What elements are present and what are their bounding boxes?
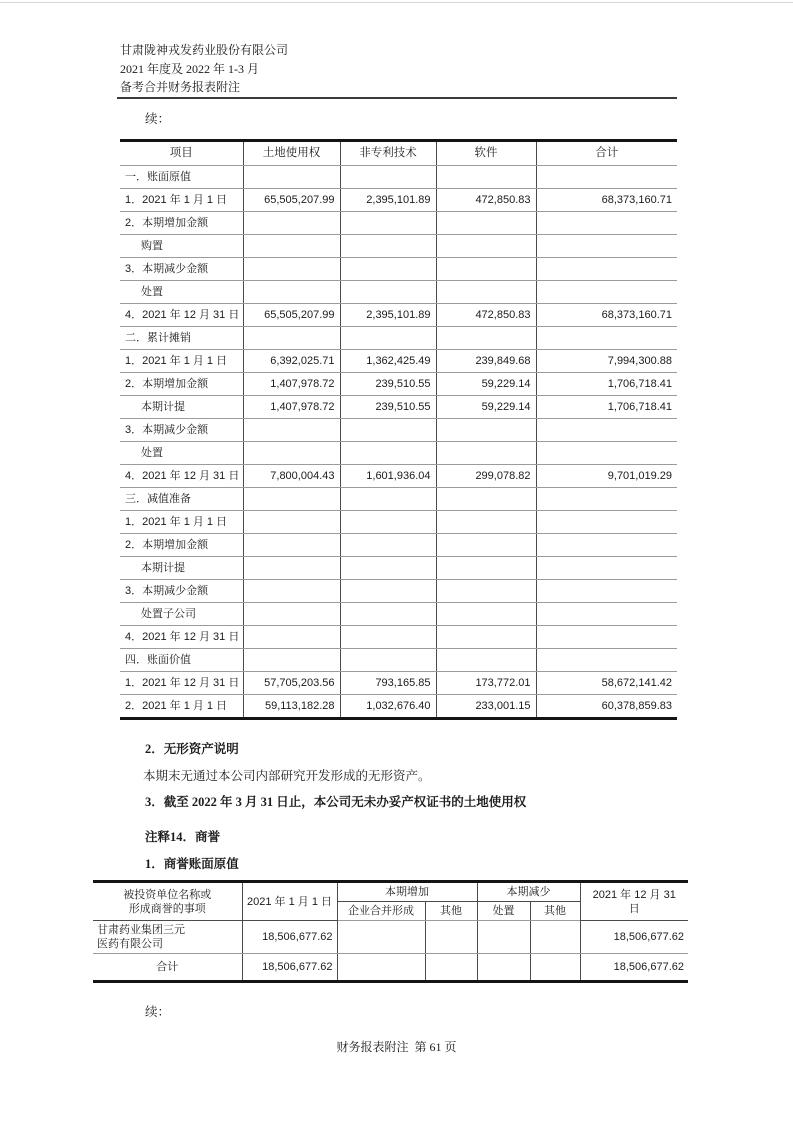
row-label: 4．2021 年 12 月 31 日 — [120, 465, 243, 488]
cell-value: 173,772.01 — [436, 672, 536, 695]
cell-value: 472,850.83 — [436, 189, 536, 212]
row-label: 购置 — [120, 235, 243, 258]
document-header — [120, 41, 288, 97]
cell-value — [340, 235, 436, 258]
cell-value — [436, 603, 536, 626]
goodwill-cell-other_inc — [425, 921, 477, 954]
cell-value — [340, 511, 436, 534]
row-label: 4．2021 年 12 月 31 日 — [120, 626, 243, 649]
cell-value — [243, 603, 340, 626]
cell-value — [340, 488, 436, 511]
row-label: 3．本期减少金额 — [120, 580, 243, 603]
goodwill-col-merger: 企业合并形成 — [337, 902, 425, 921]
cell-value — [340, 534, 436, 557]
table-row — [120, 465, 677, 488]
goodwill-col-end-label: 2021 年 12 月 31 日 — [592, 888, 676, 915]
company-name: 甘肃陇神戎发药业股份有限公司 — [120, 43, 289, 57]
goodwill-table-body — [93, 921, 688, 982]
cell-value: 1,032,676.40 — [340, 695, 436, 719]
cell-value: 793,165.85 — [340, 672, 436, 695]
goodwill-group-decrease: 本期减少 — [477, 882, 580, 902]
cell-value — [243, 419, 340, 442]
cell-value — [340, 258, 436, 281]
cell-value: 65,505,207.99 — [243, 189, 340, 212]
intangible-column-header: 非专利技术 — [340, 141, 436, 166]
cell-value — [436, 235, 536, 258]
cell-value — [243, 488, 340, 511]
goodwill-cell-merger — [337, 921, 425, 954]
table-row — [120, 350, 677, 373]
cell-value — [536, 557, 677, 580]
cell-value — [536, 212, 677, 235]
goodwill-cell-end: 18,506,677.62 — [580, 921, 688, 954]
cell-value — [243, 534, 340, 557]
goodwill-col-end — [580, 882, 688, 921]
continued-label-top: 续： — [145, 112, 171, 126]
goodwill-original-value-heading: 1．商誉账面原值 — [145, 857, 239, 871]
cell-value — [536, 442, 677, 465]
row-label: 2．本期增加金额 — [120, 534, 243, 557]
cell-value — [340, 281, 436, 304]
cell-value — [243, 212, 340, 235]
cell-value: 1,362,425.49 — [340, 350, 436, 373]
cell-value: 68,373,160.71 — [536, 304, 677, 327]
row-label: 4．2021 年 12 月 31 日 — [120, 304, 243, 327]
goodwill-col-increase-other: 其他 — [425, 902, 477, 921]
cell-value: 59,229.14 — [436, 373, 536, 396]
cell-value — [436, 649, 536, 672]
cell-value — [340, 419, 436, 442]
table-row — [120, 373, 677, 396]
row-label: 1．2021 年 1 月 1 日 — [120, 350, 243, 373]
goodwill-cell-entity: 合计 — [93, 954, 242, 982]
table-row — [120, 511, 677, 534]
page-footer: 财务报表附注 第 61 页 — [336, 1040, 457, 1054]
cell-value — [243, 626, 340, 649]
goodwill-entity-name: 甘肃药业集团三元医药有限公司 — [97, 924, 185, 950]
cell-value — [243, 511, 340, 534]
intangible-column-header: 项目 — [120, 141, 243, 166]
cell-value — [340, 557, 436, 580]
doc-title: 备考合并财务报表附注 — [120, 80, 241, 94]
cell-value — [436, 442, 536, 465]
table-row — [120, 649, 677, 672]
cell-value: 239,849.68 — [436, 350, 536, 373]
cell-value — [436, 534, 536, 557]
row-label: 一．账面原值 — [120, 166, 243, 189]
cell-value: 58,672,141.42 — [536, 672, 677, 695]
note-intangible-desc-text: 本期末无通过本公司内部研究开发形成的无形资产。 — [143, 769, 431, 783]
cell-value: 65,505,207.99 — [243, 304, 340, 327]
goodwill-cell-other_dec — [530, 921, 580, 954]
table-row — [120, 580, 677, 603]
cell-value — [436, 580, 536, 603]
continued-label-bottom: 续： — [145, 1005, 171, 1019]
cell-value — [340, 327, 436, 350]
note-land-cert-heading: 3．截至 2022 年 3 月 31 日止，本公司无未办妥产权证书的土地使用权 — [145, 795, 527, 809]
goodwill-cell-other_inc — [425, 954, 477, 982]
cell-value: 1,407,978.72 — [243, 396, 340, 419]
table-row — [120, 166, 677, 189]
goodwill-row — [93, 921, 688, 954]
cell-value — [243, 557, 340, 580]
row-label: 2．本期增加金额 — [120, 373, 243, 396]
cell-value — [340, 166, 436, 189]
table-row — [120, 626, 677, 649]
cell-value — [436, 626, 536, 649]
row-label: 处置子公司 — [120, 603, 243, 626]
report-period: 2021 年度及 2022 年 1-3 月 — [120, 61, 259, 76]
note-intangible-desc-heading: 2．无形资产说明 — [145, 742, 239, 756]
row-label: 四．账面价值 — [120, 649, 243, 672]
intangible-table-body — [120, 166, 677, 719]
goodwill-col-begin: 2021 年 1 月 1 日 — [242, 882, 337, 921]
goodwill-col-entity-label: 被投资单位名称或形成商誉的事项 — [123, 888, 212, 915]
cell-value — [536, 534, 677, 557]
row-label: 2．本期增加金额 — [120, 212, 243, 235]
cell-value: 7,800,004.43 — [243, 465, 340, 488]
cell-value — [436, 557, 536, 580]
cell-value — [243, 327, 340, 350]
cell-value: 60,378,859.83 — [536, 695, 677, 719]
goodwill-cell-begin: 18,506,677.62 — [242, 921, 337, 954]
goodwill-cell-disposal — [477, 921, 530, 954]
cell-value — [243, 442, 340, 465]
cell-value — [436, 212, 536, 235]
goodwill-col-disposal: 处置 — [477, 902, 530, 921]
cell-value: 239,510.55 — [340, 396, 436, 419]
cell-value — [340, 212, 436, 235]
row-label: 1．2021 年 1 月 1 日 — [120, 511, 243, 534]
table-row — [120, 189, 677, 212]
cell-value — [536, 419, 677, 442]
page-top-edge — [0, 2, 793, 3]
intangible-column-header: 软件 — [436, 141, 536, 166]
table-row — [120, 603, 677, 626]
table-row — [120, 235, 677, 258]
cell-value — [340, 442, 436, 465]
cell-value — [243, 281, 340, 304]
cell-value — [436, 327, 536, 350]
note14-goodwill-heading: 注释14．商誉 — [145, 830, 221, 844]
cell-value — [536, 166, 677, 189]
cell-value — [243, 580, 340, 603]
cell-value — [340, 603, 436, 626]
cell-value: 1,407,978.72 — [243, 373, 340, 396]
table-row — [120, 442, 677, 465]
row-label: 处置 — [120, 281, 243, 304]
cell-value — [243, 649, 340, 672]
table-row — [120, 488, 677, 511]
row-label: 3．本期减少金额 — [120, 419, 243, 442]
row-label: 处置 — [120, 442, 243, 465]
table-row — [120, 557, 677, 580]
cell-value — [243, 258, 340, 281]
cell-value: 59,229.14 — [436, 396, 536, 419]
row-label: 三．减值准备 — [120, 488, 243, 511]
cell-value — [436, 511, 536, 534]
cell-value: 59,113,182.28 — [243, 695, 340, 719]
intangible-header-row — [120, 141, 677, 166]
goodwill-row — [93, 954, 688, 982]
table-row — [120, 672, 677, 695]
cell-value — [436, 419, 536, 442]
goodwill-table — [93, 880, 688, 983]
cell-value — [436, 166, 536, 189]
cell-value — [436, 281, 536, 304]
cell-value — [536, 281, 677, 304]
header-rule — [117, 97, 677, 99]
intangible-column-header: 土地使用权 — [243, 141, 340, 166]
intangible-assets-table — [120, 139, 677, 720]
goodwill-cell-disposal — [477, 954, 530, 982]
goodwill-cell-end: 18,506,677.62 — [580, 954, 688, 982]
cell-value: 1,706,718.41 — [536, 396, 677, 419]
table-row — [120, 327, 677, 350]
goodwill-header-row-1 — [93, 882, 688, 902]
table-row — [120, 419, 677, 442]
row-label: 1．2021 年 12 月 31 日 — [120, 672, 243, 695]
table-row — [120, 304, 677, 327]
cell-value — [536, 649, 677, 672]
cell-value: 233,001.15 — [436, 695, 536, 719]
cell-value — [436, 488, 536, 511]
cell-value: 1,601,936.04 — [340, 465, 436, 488]
cell-value: 68,373,160.71 — [536, 189, 677, 212]
goodwill-cell-entity — [93, 921, 242, 954]
cell-value — [536, 258, 677, 281]
cell-value — [243, 166, 340, 189]
cell-value — [536, 235, 677, 258]
row-label: 本期计提 — [120, 396, 243, 419]
cell-value: 1,706,718.41 — [536, 373, 677, 396]
row-label: 1．2021 年 1 月 1 日 — [120, 189, 243, 212]
cell-value — [436, 258, 536, 281]
cell-value — [536, 511, 677, 534]
goodwill-col-entity — [93, 882, 242, 921]
cell-value: 7,994,300.88 — [536, 350, 677, 373]
goodwill-cell-other_dec — [530, 954, 580, 982]
cell-value — [340, 649, 436, 672]
table-row — [120, 396, 677, 419]
cell-value: 6,392,025.71 — [243, 350, 340, 373]
table-row — [120, 281, 677, 304]
cell-value — [340, 580, 436, 603]
cell-value: 239,510.55 — [340, 373, 436, 396]
cell-value — [536, 327, 677, 350]
cell-value — [536, 603, 677, 626]
cell-value: 2,395,101.89 — [340, 189, 436, 212]
row-label: 2．2021 年 1 月 1 日 — [120, 695, 243, 719]
goodwill-group-increase: 本期增加 — [337, 882, 477, 902]
cell-value: 472,850.83 — [436, 304, 536, 327]
goodwill-cell-merger — [337, 954, 425, 982]
cell-value: 57,705,203.56 — [243, 672, 340, 695]
table-row — [120, 212, 677, 235]
cell-value — [243, 235, 340, 258]
cell-value: 9,701,019.29 — [536, 465, 677, 488]
table-row — [120, 695, 677, 719]
table-row — [120, 258, 677, 281]
cell-value — [536, 626, 677, 649]
cell-value — [340, 626, 436, 649]
row-label: 二．累计摊销 — [120, 327, 243, 350]
cell-value — [536, 488, 677, 511]
cell-value — [536, 580, 677, 603]
intangible-column-header: 合计 — [536, 141, 677, 166]
goodwill-cell-begin: 18,506,677.62 — [242, 954, 337, 982]
goodwill-col-decrease-other: 其他 — [530, 902, 580, 921]
cell-value: 299,078.82 — [436, 465, 536, 488]
table-row — [120, 534, 677, 557]
row-label: 本期计提 — [120, 557, 243, 580]
row-label: 3．本期减少金额 — [120, 258, 243, 281]
cell-value: 2,395,101.89 — [340, 304, 436, 327]
